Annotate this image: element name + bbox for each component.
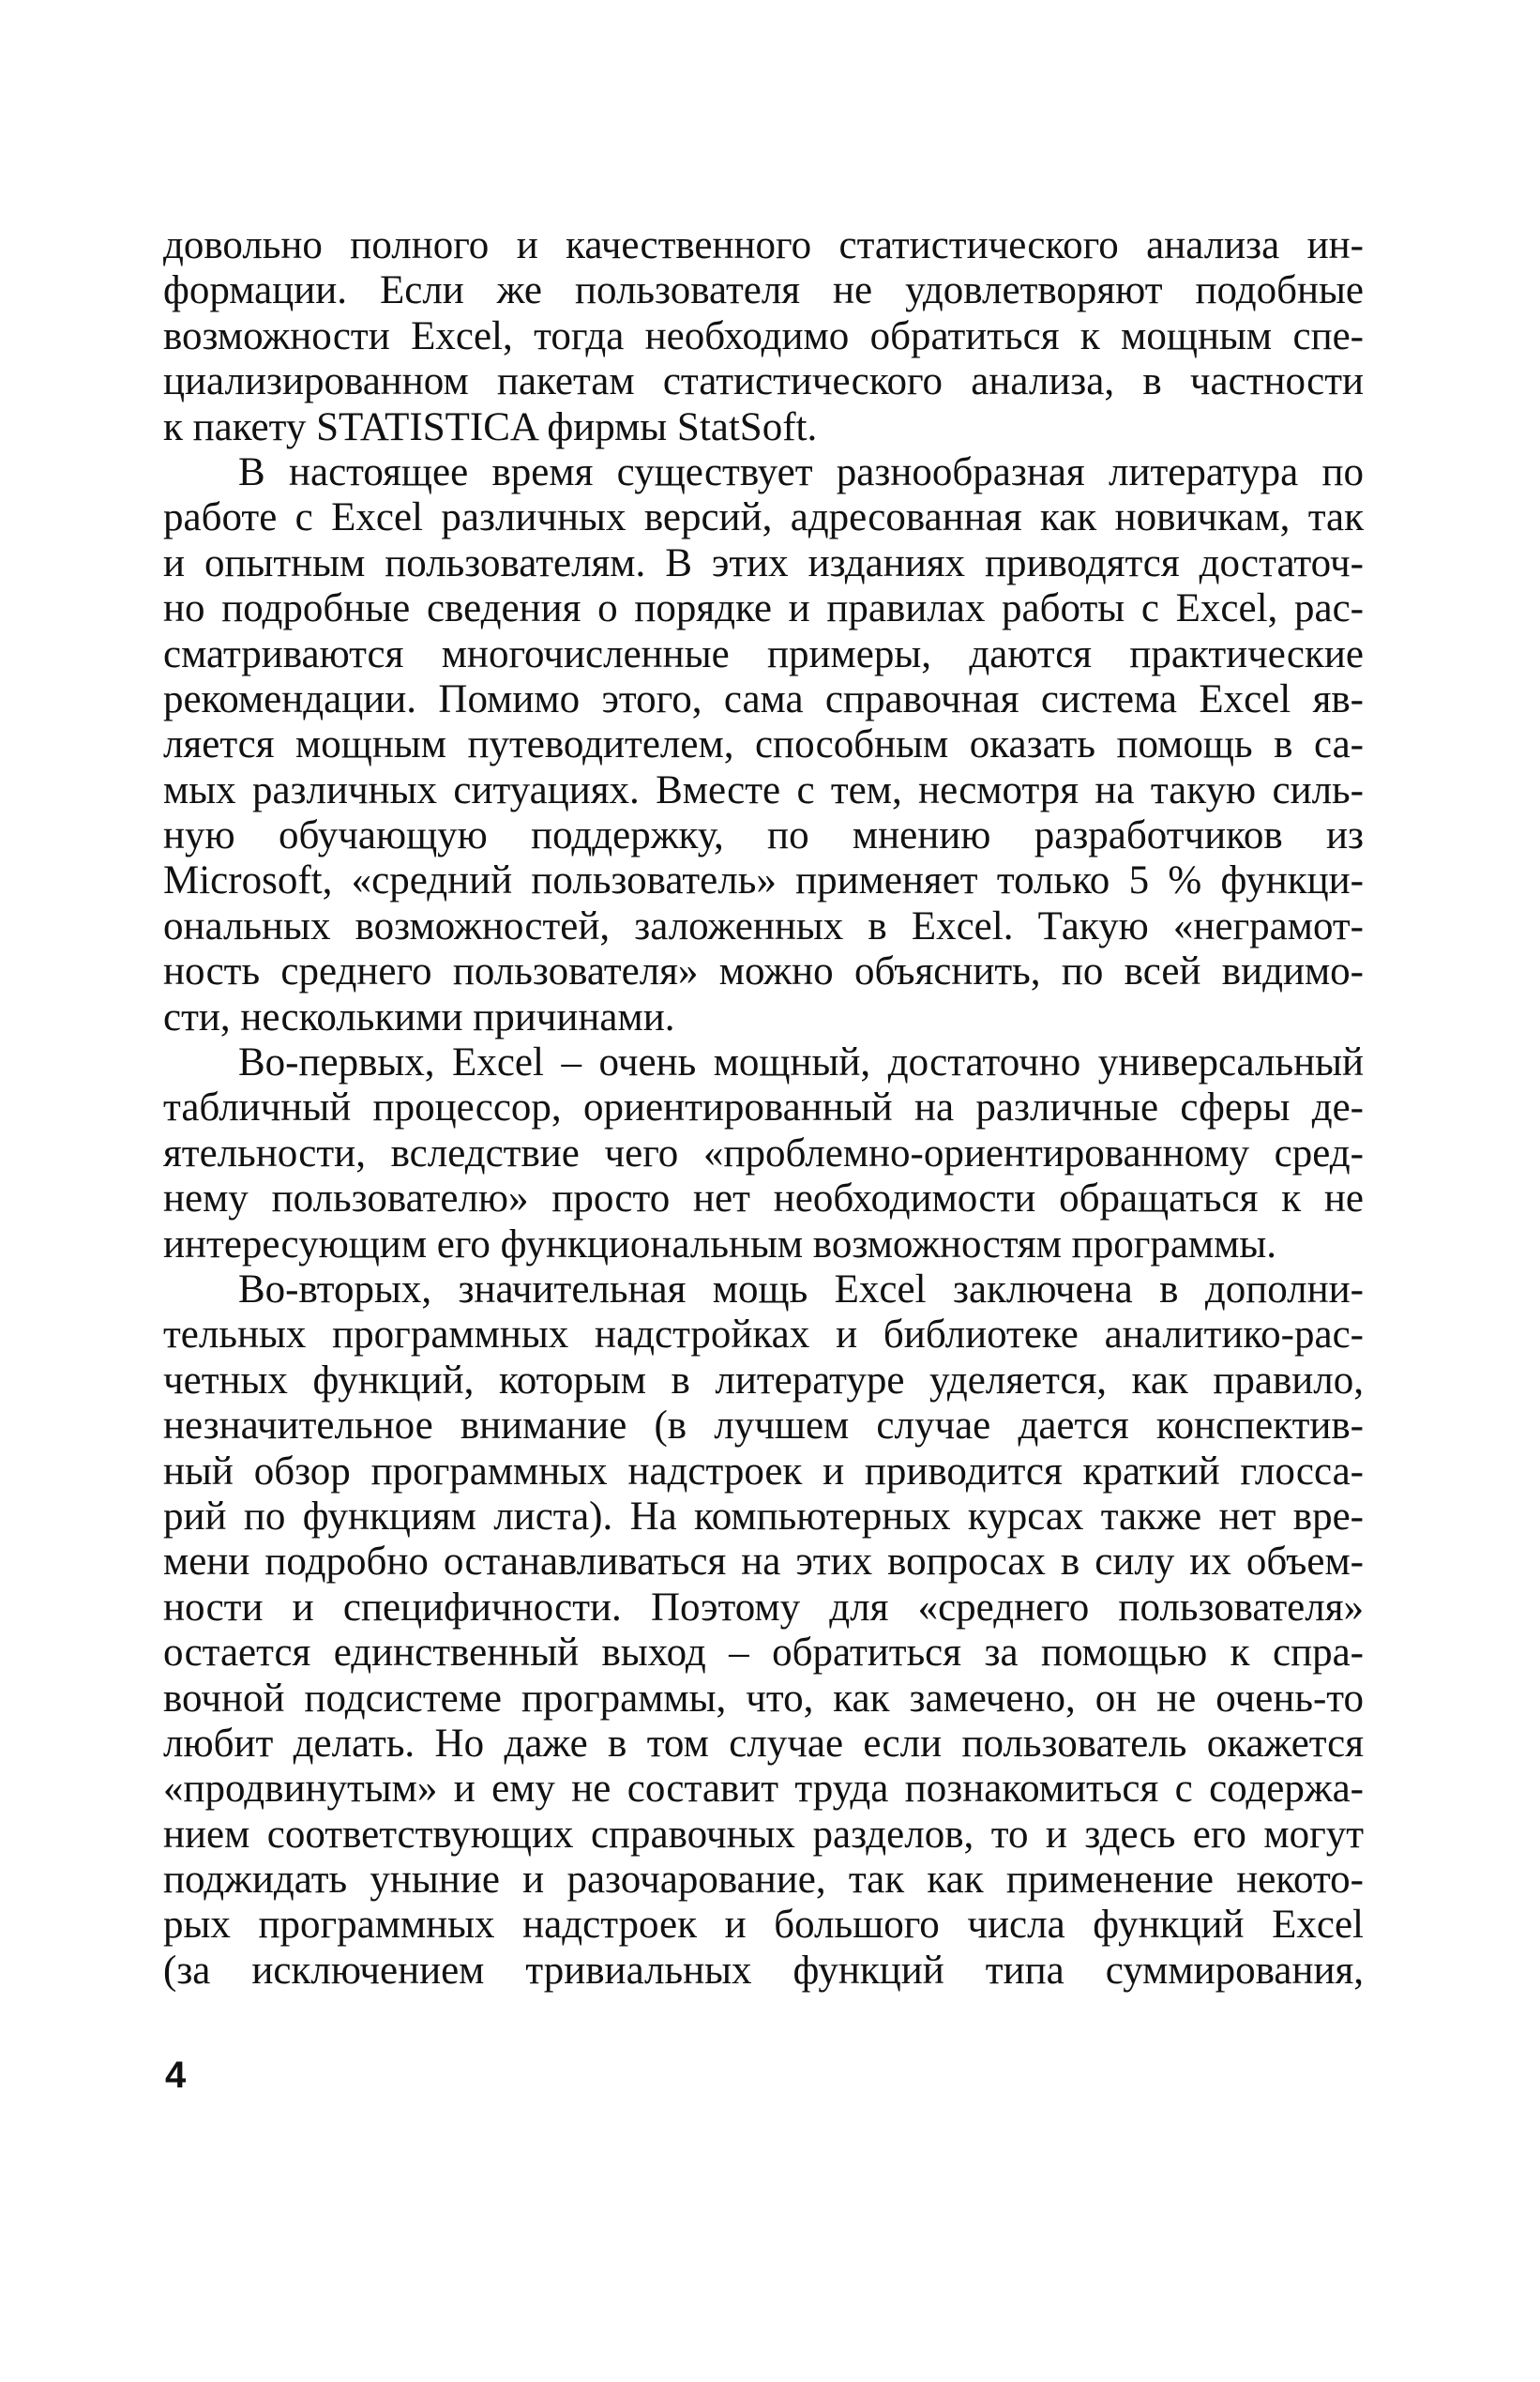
text-line: формации. Если же пользователя не удовлетворяют подобные [163, 268, 1364, 313]
text-line: циализированном пакетам статистического анализа, в частности [163, 359, 1364, 404]
text-line: тельных программных надстройках и библиотеке аналитико-рас- [163, 1312, 1364, 1358]
paragraph-2 [163, 450, 1364, 1040]
text-line: (за исключением тривиальных функций типа суммирования, [163, 1948, 1364, 1993]
text-line: ную обучающую поддержку, по мнению разработчиков из [163, 813, 1364, 858]
text-line: довольно полного и качественного статистического анализа ин- [163, 223, 1364, 267]
text-line: остается единственный выход – обратиться за помощью к спра- [163, 1631, 1364, 1676]
text-line: рий по функциям листа). На компьютерных курсах также нет вре- [163, 1494, 1364, 1539]
text-line: Во-первых, Excel – очень мощный, достаточно универсальный [238, 1040, 1364, 1085]
text-line: рекомендации. Помимо этого, сама справочная система Excel яв- [163, 676, 1364, 721]
text-line: Microsoft, «средний пользователь» применяет только 5 % функци- [163, 858, 1364, 903]
paragraph-4 [163, 1267, 1364, 1994]
paragraph-1 [163, 223, 1364, 450]
text-line: табличный процессор, ориентированный на различные сферы де- [163, 1085, 1364, 1130]
text-line: четных функций, которым в литературе уделяется, как правило, [163, 1358, 1364, 1403]
text-line: В настоящее время существует разнообразная литература по [238, 449, 1364, 494]
text-line: поджидать уныние и разочарование, так как применение некото- [163, 1858, 1364, 1903]
page-body [163, 223, 1364, 1994]
text-line: нему пользователю» просто нет необходимости обращаться к не [163, 1176, 1364, 1221]
text-line: рых программных надстроек и большого числа функций Excel [163, 1903, 1364, 1948]
text-line: Во-вторых, значительная мощь Excel заключена в дополни- [238, 1267, 1364, 1312]
text-line: нием соответствующих справочных разделов, то и здесь его могут [163, 1812, 1364, 1857]
text-line: и опытным пользователям. В этих изданиях приводятся достаточ- [163, 540, 1364, 585]
paragraph-3 [163, 1040, 1364, 1267]
page-number: 4 [165, 2055, 187, 2096]
text-line: ность среднего пользователя» можно объяснить, по всей видимо- [163, 949, 1364, 994]
text-line: ный обзор программных надстроек и приводится краткий глосса- [163, 1449, 1364, 1494]
text-line: сти, несколькими причинами. [163, 994, 675, 1039]
text-line: ляется мощным путеводителем, способным оказать помощь в са- [163, 722, 1364, 767]
text-line: ональных возможностей, заложенных в Excel. Такую «неграмот- [163, 903, 1364, 948]
text-line: ятельности, вследствие чего «проблемно-ориентированному сред- [163, 1130, 1364, 1176]
text-line: возможности Excel, тогда необходимо обратиться к мощным спе- [163, 313, 1364, 358]
text-line: интересующим его функциональным возможностям программы. [163, 1221, 1276, 1267]
text-line: работе с Excel различных версий, адресованная как новичкам, так [163, 495, 1364, 540]
text-line: любит делать. Но даже в том случае если пользователь окажется [163, 1721, 1364, 1766]
text-line: к пакету STATISTICA фирмы StatSoft. [163, 404, 818, 449]
text-line: сматриваются многочисленные примеры, даются практические [163, 631, 1364, 676]
text-line: мых различных ситуациях. Вместе с тем, несмотря на такую силь- [163, 767, 1364, 812]
text-line: незначительное внимание (в лучшем случае дается конспектив- [163, 1403, 1364, 1449]
text-line: ности и специфичности. Поэтому для «среднего пользователя» [163, 1585, 1364, 1630]
text-line: но подробные сведения о порядке и правилах работы с Excel, рас- [163, 586, 1364, 631]
text-line: «продвинутым» и ему не составит труда познакомиться с содержа- [163, 1767, 1364, 1812]
text-line: вочной подсистеме программы, что, как замечено, он не очень-то [163, 1676, 1364, 1721]
text-line: мени подробно останавливаться на этих вопросах в силу их объем- [163, 1540, 1364, 1585]
